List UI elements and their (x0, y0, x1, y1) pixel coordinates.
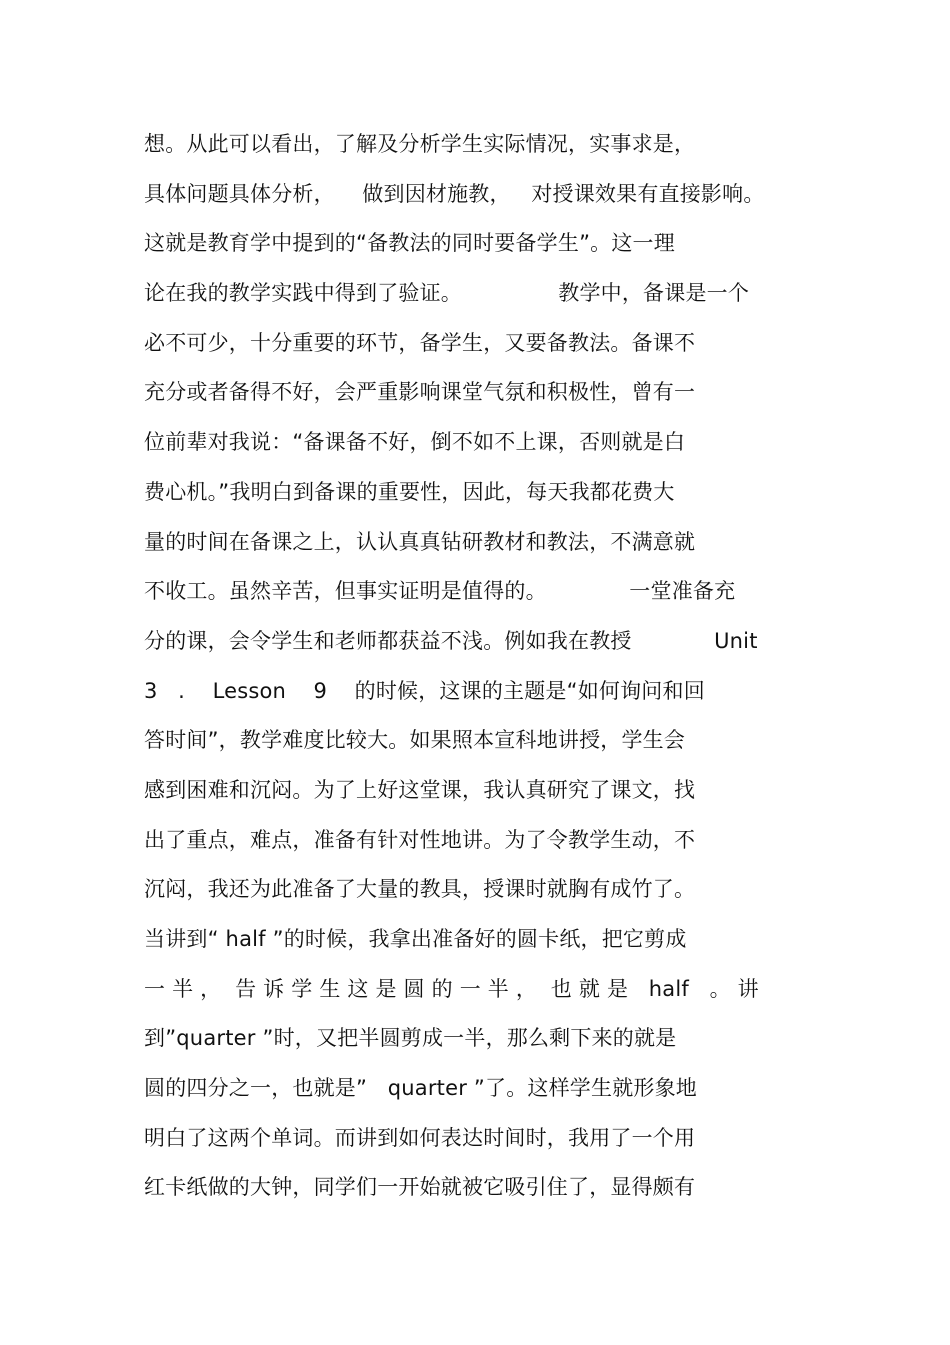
text-line: 沉闷，我还为此准备了大量的教具，授课时就胸有成竹了。 (144, 877, 696, 902)
text-line: 量的时间在备课之上，认认真真钻研教材和教法，不满意就 (144, 529, 696, 554)
text-line: 不收工。虽然辛苦，但事实证明是值得的。 一堂准备充 (144, 579, 736, 604)
text-line: 充分或者备得不好，会严重影响课堂气氛和积极性，曾有一 (144, 380, 696, 405)
text-line: 分的课，会令学生和老师都获益不浅。例如我在教授 Unit (144, 628, 758, 653)
text-line: 到”quarter ”时，又把半圆剪成一半，那么剩下来的就是 (144, 1026, 677, 1051)
text-line: 位前辈对我说：“备课备不好，倒不如不上课，否则就是白 (144, 430, 686, 455)
text-line: 费心机。”我明白到备课的重要性，因此，每天我都花费大 (144, 479, 675, 504)
text-line: 这就是教育学中提到的“备教法的同时要备学生”。这一理 (144, 231, 675, 256)
text-line: 论在我的教学实践中得到了验证。 教学中，备课是一个 (144, 281, 750, 306)
text-line: 圆的四分之一，也就是” quarter ”了。这样学生就形象地 (144, 1076, 697, 1101)
text-line: 答时间”，教学难度比较大。如果照本宣科地讲授，学生会 (144, 728, 686, 753)
text-line: 一 半 ， 告 诉 学 生 这 是 圆 的 一 半 ， 也 就 是 half 。 讲 (144, 976, 759, 1001)
body-text (144, 120, 824, 1213)
text-line: 红卡纸做的大钟，同学们一开始就被它吸引住了，显得颇有 (144, 1175, 696, 1200)
text-line: 必不可少，十分重要的环节，备学生，又要备教法。备课不 (144, 330, 696, 355)
text-line: 感到困难和沉闷。为了上好这堂课，我认真研究了课文，找 (144, 777, 696, 802)
text-line: 想。从此可以看出，了解及分析学生实际情况，实事求是， (144, 132, 696, 156)
text-line: 当讲到“ half ”的时候，我拿出准备好的圆卡纸，把它剪成 (144, 927, 687, 951)
text-line: 明白了这两个单词。而讲到如何表达时间时，我用了一个用 (144, 1125, 696, 1150)
text-line: 具体问题具体分析， 做到因材施教， 对授课效果有直接影响。 (144, 181, 765, 206)
text-line: 出了重点，难点，准备有针对性地讲。为了令教学生动，不 (144, 827, 696, 852)
text-line: 3 . Lesson 9 的时候，这课的主题是“如何询问和回 (144, 678, 705, 703)
